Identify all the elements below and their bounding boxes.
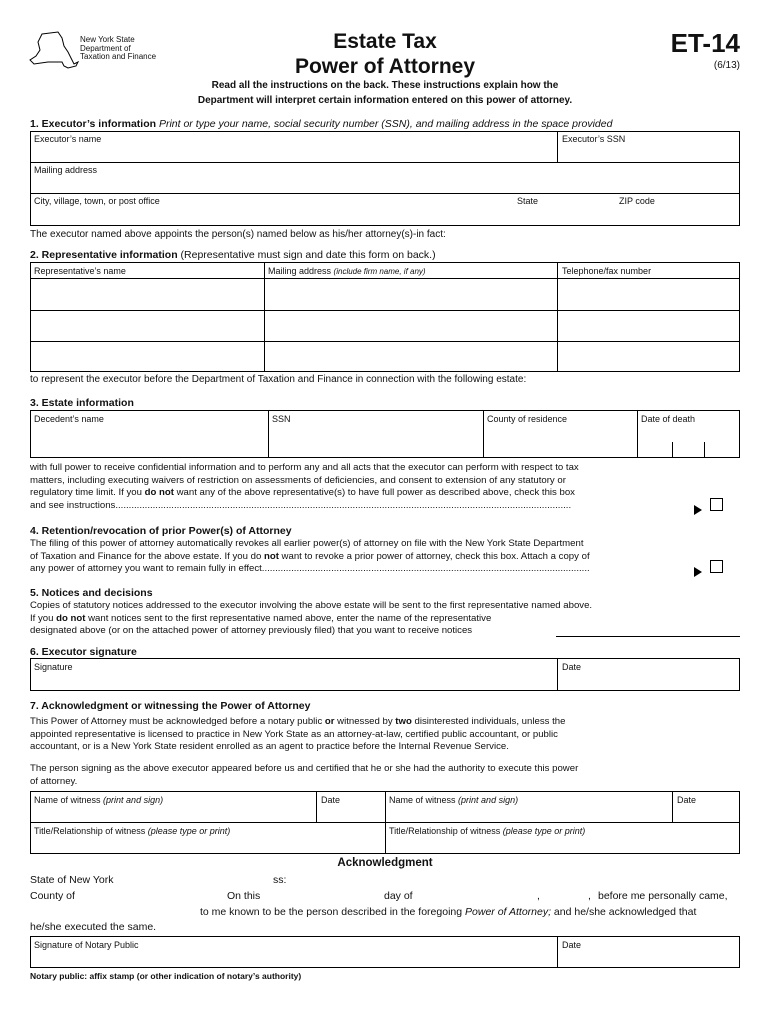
instructions-line-2: Department will interpret certain information entered on this power of attorney.	[197, 95, 573, 106]
dod-tick-1	[672, 442, 673, 458]
witness-2-name-note: (print and sign)	[458, 795, 519, 805]
ack-day-field[interactable]	[265, 888, 380, 902]
form-id: ET-14	[670, 28, 740, 58]
notary-date-field[interactable]	[558, 951, 739, 967]
executor-mailing-label: Mailing address	[34, 165, 98, 175]
new-york-state-outline-icon	[28, 30, 80, 72]
notices-line-3: designated above (or on the attached power of attorney previously filed) that you want to receive notices	[30, 625, 473, 637]
ack-known-line	[200, 906, 696, 918]
section-2-note: (Representative must sign and date this form on back.)	[180, 249, 436, 261]
witness-req-line-3: accountant, or is a New York State resident enrolled as an agent to practice before the Internal Revenue Service.	[30, 741, 509, 753]
revocation-paragraph	[30, 538, 720, 576]
revocation-arrow-icon	[694, 567, 702, 577]
witness-requirements-paragraph	[30, 716, 740, 754]
agency-line-2: Department of	[80, 43, 131, 53]
witness-cert-line-1: The person signing as the above executor appeared before us and certified that he or she had the authority to execute this power	[30, 763, 579, 774]
notices-line-2a: If you	[30, 612, 57, 624]
rep-2-phone-field[interactable]	[558, 311, 739, 340]
witness-req-line-1a: This Power of Attorney must be acknowledged before a notary public	[30, 716, 325, 727]
decedent-name-label: Decedent’s name	[34, 414, 104, 424]
ack-comma-2: ,	[588, 890, 591, 902]
witness-1-title-field[interactable]	[31, 837, 384, 853]
rep-3-mailing-field[interactable]	[265, 342, 556, 371]
notices-line-1: Copies of statutory notices addressed to the executor involving the above estate will be sent to the first representative named above.	[30, 600, 593, 611]
witness-1-name-field[interactable]	[31, 806, 315, 821]
executor-signature-label: Signature	[34, 662, 73, 672]
revocation-checkbox[interactable]	[710, 560, 723, 573]
rep-name-header: Representative’s name	[34, 266, 126, 276]
date-of-death-field[interactable]	[638, 425, 739, 457]
executor-zip-label: ZIP code	[619, 196, 655, 206]
executor-name-field[interactable]	[31, 132, 556, 161]
revocation-not: not	[263, 550, 279, 562]
witness-1-date-field[interactable]	[317, 806, 384, 821]
witness-1-name-text: Name of witness	[34, 795, 101, 805]
date-of-death-label: Date of death	[641, 414, 696, 424]
full-power-line-4: and see instructions...........................................................................................................................................................................	[30, 499, 572, 511]
executor-signature-date-field[interactable]	[558, 673, 739, 690]
witness-req-or: or	[324, 716, 335, 727]
rep-3-phone-field[interactable]	[558, 342, 739, 371]
ack-county-label: County of	[30, 890, 75, 902]
agency-logo	[28, 30, 168, 72]
section-1-note: Print or type your name, social security number (SSN), and mailing address in the space provided	[158, 118, 613, 130]
county-field[interactable]	[484, 425, 636, 457]
witness-req-line-1	[30, 716, 740, 729]
section-4-heading: 4. Retention/revocation of prior Power(s) of Attorney	[30, 525, 292, 537]
agency-name	[80, 36, 156, 62]
revocation-line-2	[30, 551, 720, 564]
witness-2-name-text: Name of witness	[389, 795, 456, 805]
agency-line-1: New York State	[80, 35, 135, 44]
form-title-line-2: Power of Attorney	[294, 55, 476, 78]
witness-1-name-label	[34, 795, 163, 805]
rep-1-phone-field[interactable]	[558, 279, 739, 309]
rep-2-name-field[interactable]	[31, 311, 263, 340]
witness-2-date-field[interactable]	[673, 806, 739, 821]
witness-2-title-note: (please type or print)	[502, 826, 586, 836]
witness-req-two: two	[395, 716, 412, 727]
executor-name-label: Executor’s name	[34, 134, 102, 144]
witness-cert-line-2: of attorney.	[30, 775, 78, 787]
witness-2-name-field[interactable]	[386, 806, 671, 821]
witness-2-date-label: Date	[677, 795, 697, 805]
witness-1-title-text: Title/Relationship of witness	[34, 826, 146, 836]
decedent-ssn-label: SSN	[272, 414, 291, 424]
witness-2-name-label	[389, 795, 518, 805]
agency-line-3: Taxation and Finance	[80, 52, 157, 61]
ack-ss-label: ss:	[273, 874, 287, 886]
rep-mailing-note: (include firm name, if any)	[333, 267, 426, 276]
full-power-line-3a: regulatory time limit. If you	[30, 487, 145, 499]
notices-line-2c: want notices sent to the first representative named above, enter the name of the representative	[85, 612, 492, 624]
form-title-line-1: Estate Tax	[333, 30, 437, 53]
notary-signature-label: Signature of Notary Public	[34, 940, 139, 950]
dod-tick-2	[704, 442, 705, 458]
witness-1-name-note: (print and sign)	[103, 795, 164, 805]
ack-day-of-label: day of	[384, 890, 413, 902]
ack-executed-line: he/she executed the same.	[30, 921, 157, 933]
acknowledgment-heading: Acknowledgment	[337, 857, 433, 869]
ack-known-c: and he/she acknowledged that	[551, 906, 697, 918]
decedent-name-field[interactable]	[31, 425, 267, 457]
section-5-heading: 5. Notices and decisions	[30, 587, 153, 599]
revocation-line-3: any power of attorney you want to remain fully in effect...........................................................................................................................	[30, 563, 590, 575]
county-label: County of residence	[487, 414, 568, 424]
executor-signature-field[interactable]	[31, 673, 556, 690]
ack-before-me-label: before me personally came,	[598, 890, 728, 902]
executor-ssn-label: Executor’s SSN	[562, 134, 626, 144]
full-power-line-1: with full power to receive confidential information and to perform any and all acts that the executor can perform with respect to tax	[30, 462, 579, 473]
revocation-line-2a: of Taxation and Finance for the above estate. If you do	[30, 550, 264, 562]
appoint-text: The executor named above appoints the person(s) named below as his/her attorney(s)-in fact:	[30, 229, 446, 240]
section-6-heading: 6. Executor signature	[30, 646, 137, 658]
witness-req-line-1e: disinterested individuals, unless the	[411, 716, 566, 727]
rep-2-mailing-field[interactable]	[265, 311, 556, 340]
section-3-heading: 3. Estate information	[30, 397, 134, 409]
section-2-title: 2. Representative information	[30, 249, 178, 261]
decedent-ssn-field[interactable]	[269, 425, 482, 457]
witness-certification-paragraph	[30, 763, 740, 788]
section-2-heading	[30, 249, 436, 261]
ack-county-field[interactable]	[82, 888, 222, 902]
witness-req-line-2: appointed representative is licensed to practice in New York State as an attorney-at-law, certified public accountant, or public	[30, 728, 558, 740]
rep-1-mailing-field[interactable]	[265, 279, 556, 309]
ack-comma-1: ,	[537, 890, 540, 902]
executor-signature-date-label: Date	[562, 662, 582, 672]
witness-2-title-text: Title/Relationship of witness	[389, 826, 501, 836]
executor-state-label: State	[517, 196, 539, 206]
ack-month-field[interactable]	[420, 888, 532, 902]
full-power-do-not: do not	[144, 487, 174, 499]
revocation-line-1: The filing of this power of attorney automatically revokes all earlier power(s) of attorney on file with the New York State Department	[30, 538, 584, 549]
executor-mailing-field[interactable]	[31, 163, 739, 192]
rep-phone-header: Telephone/fax number	[562, 266, 652, 276]
rep-3-name-field[interactable]	[31, 342, 263, 371]
full-power-line-2: matters, including executing waivers of restriction on assessments of deficiencies, and consent to extension of any statutory or	[30, 474, 566, 486]
witness-1-title-note: (please type or print)	[147, 826, 231, 836]
witness-1-title-label	[34, 826, 230, 836]
notary-date-label: Date	[562, 940, 582, 950]
represent-text: to represent the executor before the Department of Taxation and Finance in connection with the following estate:	[30, 374, 527, 385]
notary-stamp-note: Notary public: affix stamp (or other indication of notary’s authority)	[30, 971, 302, 981]
witness-2-title-label	[389, 826, 585, 836]
full-power-line-3	[30, 487, 720, 500]
rep-mailing-label: Mailing address	[268, 266, 332, 276]
ack-known-b: Power of Attorney;	[465, 906, 551, 918]
section-1-title: 1. Executor’s information	[30, 118, 157, 130]
section-7-heading: 7. Acknowledgment or witnessing the Power of Attorney	[30, 700, 311, 712]
full-power-arrow-icon	[694, 505, 702, 515]
witness-1-date-label: Date	[321, 795, 341, 805]
ack-on-this-label: On this	[227, 890, 261, 902]
ack-state-label: State of New York	[30, 874, 114, 886]
section-1-heading	[30, 118, 612, 130]
rep-mailing-header	[268, 266, 426, 277]
form-revision: (6/13)	[713, 60, 740, 71]
ack-year-field[interactable]	[545, 888, 585, 902]
full-power-line-3c: want any of the above representative(s) to have full power as described above, check this box	[173, 487, 575, 499]
revocation-line-2c: want to revoke a prior power of attorney, check this box. Attach a copy of	[278, 550, 590, 562]
rep-1-name-field[interactable]	[31, 279, 263, 309]
executor-city-label: City, village, town, or post office	[34, 196, 160, 206]
witness-2-title-field[interactable]	[386, 837, 739, 853]
notices-do-not: do not	[56, 612, 86, 624]
full-power-paragraph	[30, 462, 720, 512]
notary-signature-field[interactable]	[31, 951, 556, 967]
full-power-checkbox[interactable]	[710, 498, 723, 511]
ack-known-a: to me known to be the person described in the foregoing	[200, 906, 466, 918]
witness-req-line-1c: witnessed by	[334, 716, 396, 727]
instructions-line-1: Read all the instructions on the back. These instructions explain how the	[211, 80, 559, 91]
notices-representative-field[interactable]	[556, 624, 740, 637]
